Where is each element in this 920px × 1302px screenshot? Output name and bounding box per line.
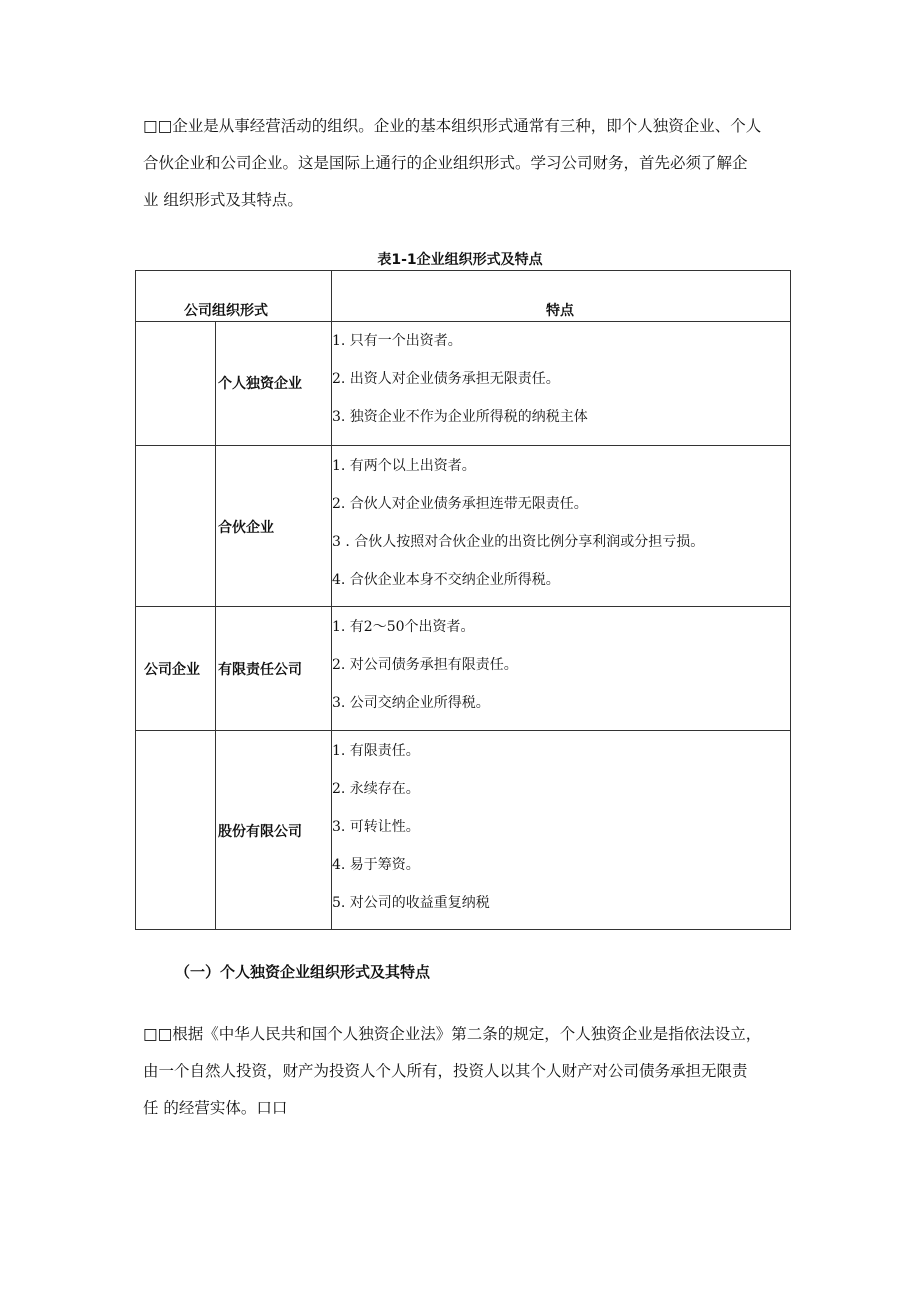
feature-item: 3 . 合伙人按照对合伙企业的出资比例分享利润或分担亏损。 — [332, 534, 705, 550]
feature-list — [332, 732, 490, 922]
form-label: 合伙企业 — [218, 520, 274, 536]
feature-item: 1. 有2〜50个出资者。 — [332, 619, 475, 635]
column-divider — [215, 321, 216, 929]
law-paragraph — [143, 1016, 793, 1127]
feature-item: 3. 独资企业不作为企业所得税的纳税主体 — [332, 409, 588, 425]
feature-item: 2. 对公司债务承担有限责任。 — [332, 657, 518, 673]
section-heading: （一）个人独资企业组织形式及其特点 — [175, 963, 431, 981]
feature-item: 4. 易于筹资。 — [332, 857, 420, 873]
law-line: 任 的经营实体。口口 — [143, 1099, 288, 1117]
feature-item: 3. 可转让性。 — [332, 819, 420, 835]
table-caption: 表1-1企业组织形式及特点 — [377, 252, 543, 268]
feature-item: 1. 有两个以上出资者。 — [332, 458, 476, 474]
row-divider — [136, 606, 790, 607]
form-label: 股份有限公司 — [218, 824, 302, 840]
feature-list — [332, 608, 518, 722]
header-features: 特点 — [546, 303, 574, 319]
feature-list — [332, 447, 704, 599]
organization-forms-table — [135, 270, 791, 930]
feature-item: 1. 只有一个出资者。 — [332, 333, 462, 349]
feature-item: 2. 合伙人对企业债务承担连带无限责任。 — [332, 496, 588, 512]
feature-item: 2. 永续存在。 — [332, 781, 420, 797]
intro-paragraph — [143, 108, 793, 219]
intro-line: 业 组织形式及其特点。 — [143, 191, 303, 209]
feature-item: 2. 出资人对企业债务承担无限责任。 — [332, 371, 560, 387]
feature-item: 3. 公司交纳企业所得税。 — [332, 695, 490, 711]
company-group-label: 公司企业 — [144, 662, 200, 678]
feature-item: 5. 对公司的收益重复纳税 — [332, 895, 490, 911]
form-label: 有限责任公司 — [218, 662, 302, 678]
law-line: 由一个自然人投资，财产为投资人个人所有，投资人以其个人财产对公司债务承担无限责 — [143, 1062, 748, 1080]
feature-item: 1. 有限责任。 — [332, 743, 420, 759]
feature-list — [332, 322, 588, 436]
law-line: □□根据《中华人民共和国个人独资企业法》第二条的规定，个人独资企业是指依法设立， — [143, 1025, 762, 1043]
row-divider — [136, 445, 790, 446]
intro-line: 合伙企业和公司企业。这是国际上通行的企业组织形式。学习公司财务，首先必须了解企 — [143, 154, 748, 172]
row-divider — [136, 730, 790, 731]
header-form: 公司组织形式 — [184, 303, 268, 319]
form-label: 个人独资企业 — [218, 376, 302, 392]
feature-item: 4. 合伙企业本身不交纳企业所得税。 — [332, 572, 560, 588]
intro-line: □□企业是从事经营活动的组织。企业的基本组织形式通常有三种，即个人独资企业、个人 — [143, 117, 762, 135]
